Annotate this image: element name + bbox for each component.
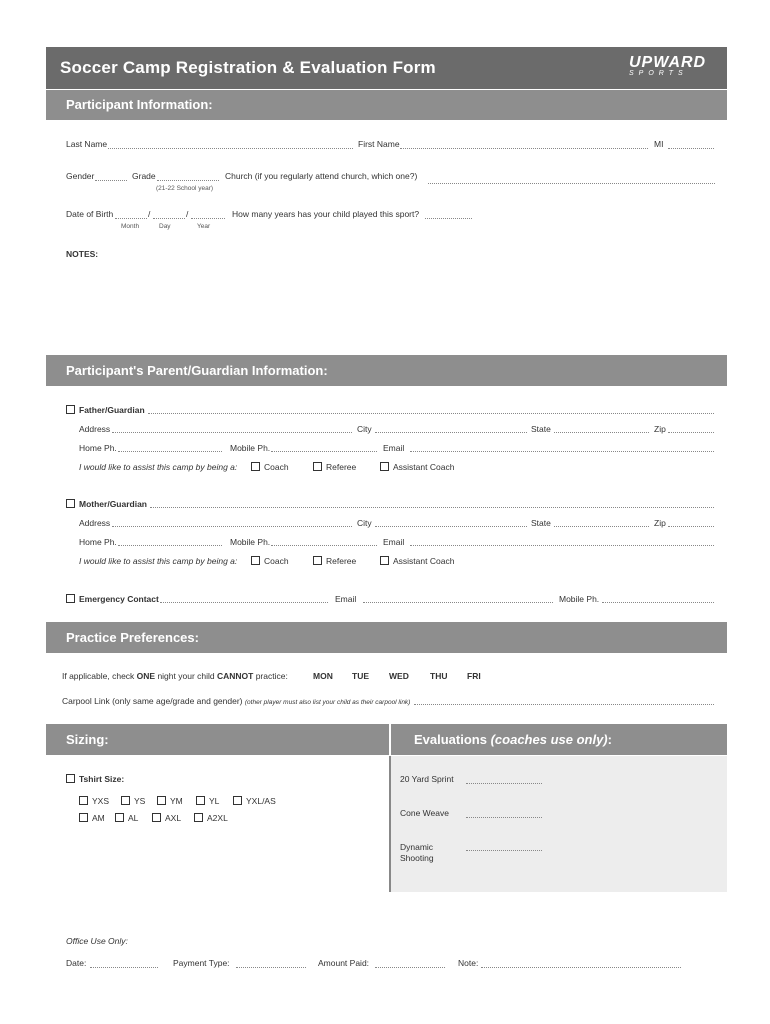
- checkbox-icon[interactable]: [196, 796, 205, 805]
- notes-label: NOTES:: [66, 249, 99, 259]
- home-phone-label: Home Ph.: [79, 443, 117, 453]
- mother-name-field[interactable]: [150, 507, 714, 508]
- city-label: City: [357, 518, 372, 528]
- assistant-coach-option[interactable]: Assistant Coach: [380, 556, 454, 566]
- sprint-field[interactable]: [466, 783, 542, 784]
- last-name-label: Last Name: [66, 139, 108, 149]
- sizing-section-header: Sizing:: [46, 724, 389, 755]
- day-mon[interactable]: MON: [313, 671, 333, 681]
- mi-field[interactable]: [668, 148, 714, 149]
- mother-city-field[interactable]: [375, 526, 527, 527]
- checkbox-icon[interactable]: [66, 774, 75, 783]
- size-ys[interactable]: YS: [121, 796, 145, 806]
- day-thu[interactable]: THU: [430, 671, 448, 681]
- zip-label: Zip: [654, 518, 666, 528]
- father-name-field[interactable]: [148, 413, 714, 414]
- address-label: Address: [79, 424, 111, 434]
- last-name-field[interactable]: [108, 148, 353, 149]
- mobile-phone-label: Mobile Ph.: [559, 594, 600, 604]
- years-played-field[interactable]: [425, 218, 472, 219]
- school-year-hint: (21-22 School year): [156, 185, 214, 192]
- coach-option[interactable]: Coach: [251, 462, 289, 472]
- emergency-contact-field[interactable]: [160, 602, 328, 603]
- email-label: Email: [383, 537, 405, 547]
- office-use-label: Office Use Only:: [66, 936, 128, 946]
- month-hint: Month: [121, 223, 140, 230]
- emergency-contact-label[interactable]: Emergency Contact: [66, 594, 159, 604]
- father-mobile-phone-field[interactable]: [271, 451, 377, 452]
- checkbox-icon[interactable]: [251, 462, 260, 471]
- checkbox-icon[interactable]: [380, 556, 389, 565]
- sprint-label: 20 Yard Sprint: [400, 774, 454, 784]
- state-label: State: [531, 424, 551, 434]
- mobile-phone-label: Mobile Ph.: [230, 443, 271, 453]
- assist-label: I would like to assist this camp by being a:: [79, 462, 238, 472]
- grade-field[interactable]: [157, 180, 219, 181]
- emergency-email-field[interactable]: [363, 602, 553, 603]
- checkbox-icon[interactable]: [313, 462, 322, 471]
- day-hint: Day: [159, 223, 171, 230]
- dob-month-field[interactable]: [115, 218, 147, 219]
- grade-label: Grade: [132, 171, 156, 181]
- checkbox-icon[interactable]: [313, 556, 322, 565]
- email-label: Email: [335, 594, 357, 604]
- payment-type-field[interactable]: [236, 967, 306, 968]
- checkbox-icon[interactable]: [66, 499, 75, 508]
- checkbox-icon[interactable]: [251, 556, 260, 565]
- office-note-label: Note:: [458, 958, 479, 968]
- size-yxl-as[interactable]: YXL/AS: [233, 796, 276, 806]
- dob-day-field[interactable]: [153, 218, 185, 219]
- checkbox-icon[interactable]: [115, 813, 124, 822]
- mi-label: MI: [654, 139, 664, 149]
- checkbox-icon[interactable]: [157, 796, 166, 805]
- emergency-mobile-field[interactable]: [602, 602, 714, 603]
- years-played-label: How many years has your child played this sport?: [232, 209, 420, 219]
- dob-year-field[interactable]: [191, 218, 225, 219]
- checkbox-icon[interactable]: [79, 813, 88, 822]
- practice-instructions: If applicable, check ONE night your child CANNOT practice:: [62, 671, 288, 681]
- checkbox-icon[interactable]: [66, 594, 75, 603]
- home-phone-label: Home Ph.: [79, 537, 117, 547]
- father-guardian-label[interactable]: Father/Guardian: [66, 405, 145, 415]
- checkbox-icon[interactable]: [66, 405, 75, 414]
- mobile-phone-label: Mobile Ph.: [230, 537, 271, 547]
- carpool-label: Carpool Link (only same age/grade and gender) (other player must also list your child as their carpool link): [62, 696, 411, 706]
- dob-slash: /: [148, 209, 151, 219]
- church-label: Church (if you regularly attend church, which one?): [225, 171, 418, 181]
- gender-field[interactable]: [95, 180, 127, 181]
- father-city-field[interactable]: [375, 432, 527, 433]
- father-zip-field[interactable]: [668, 432, 714, 433]
- day-tue[interactable]: TUE: [352, 671, 369, 681]
- size-a2xl[interactable]: A2XL: [194, 813, 228, 823]
- amount-paid-field[interactable]: [375, 967, 445, 968]
- dob-label: Date of Birth: [66, 209, 114, 219]
- father-address-field[interactable]: [112, 432, 352, 433]
- address-label: Address: [79, 518, 111, 528]
- checkbox-icon[interactable]: [233, 796, 242, 805]
- zip-label: Zip: [654, 424, 666, 434]
- mother-guardian-label[interactable]: Mother/Guardian: [66, 499, 147, 509]
- cone-weave-field[interactable]: [466, 817, 542, 818]
- guardian-section-header: Participant's Parent/Guardian Information:: [46, 355, 727, 386]
- referee-option[interactable]: Referee: [313, 556, 356, 566]
- size-am[interactable]: AM: [79, 813, 105, 823]
- city-label: City: [357, 424, 372, 434]
- practice-section-header: Practice Preferences:: [46, 622, 727, 653]
- mother-email-field[interactable]: [410, 545, 714, 546]
- size-yl[interactable]: YL: [196, 796, 219, 806]
- referee-option[interactable]: Referee: [313, 462, 356, 472]
- size-yxs[interactable]: YXS: [79, 796, 109, 806]
- dynamic-shooting-field[interactable]: [466, 850, 542, 851]
- mother-home-phone-field[interactable]: [118, 545, 222, 546]
- cone-weave-label: Cone Weave: [400, 808, 449, 818]
- mother-zip-field[interactable]: [668, 526, 714, 527]
- gender-label: Gender: [66, 171, 95, 181]
- first-name-label: First Name: [358, 139, 400, 149]
- father-state-field[interactable]: [554, 432, 649, 433]
- office-date-label: Date:: [66, 958, 87, 968]
- participant-section-header: Participant Information:: [46, 90, 727, 120]
- year-hint: Year: [197, 223, 211, 230]
- upward-sports-logo: [629, 54, 709, 82]
- carpool-field[interactable]: [414, 704, 714, 705]
- amount-paid-label: Amount Paid:: [318, 958, 370, 968]
- checkbox-icon[interactable]: [121, 796, 130, 805]
- mother-address-field[interactable]: [112, 526, 352, 527]
- father-email-field[interactable]: [410, 451, 714, 452]
- title-bar: [46, 47, 727, 89]
- checkbox-icon[interactable]: [194, 813, 203, 822]
- dynamic-label: Dynamic: [400, 842, 434, 852]
- dob-slash: /: [186, 209, 189, 219]
- coach-option[interactable]: Coach: [251, 556, 289, 566]
- tshirt-size-label: Tshirt Size:: [66, 774, 124, 784]
- day-fri[interactable]: FRI: [467, 671, 481, 681]
- checkbox-icon[interactable]: [79, 796, 88, 805]
- email-label: Email: [383, 443, 405, 453]
- office-note-field[interactable]: [481, 967, 681, 968]
- logo-text: UPWARD: [629, 54, 707, 71]
- mother-mobile-phone-field[interactable]: [271, 545, 377, 546]
- checkbox-icon[interactable]: [380, 462, 389, 471]
- form-title: Soccer Camp Registration & Evaluation Form: [60, 58, 436, 77]
- payment-type-label: Payment Type:: [173, 958, 230, 968]
- logo-subtext: SPORTS: [629, 70, 688, 77]
- evaluations-section-header: Evaluations (coaches use only):: [389, 724, 727, 755]
- assistant-coach-option[interactable]: Assistant Coach: [380, 462, 454, 472]
- father-home-phone-field[interactable]: [118, 451, 222, 452]
- shooting-label: Shooting: [400, 853, 434, 863]
- size-al[interactable]: AL: [115, 813, 138, 823]
- state-label: State: [531, 518, 551, 528]
- day-wed[interactable]: WED: [389, 671, 409, 681]
- church-field[interactable]: [428, 183, 715, 184]
- size-ym[interactable]: YM: [157, 796, 183, 806]
- office-date-field[interactable]: [90, 967, 158, 968]
- checkbox-icon[interactable]: [152, 813, 161, 822]
- mother-state-field[interactable]: [554, 526, 649, 527]
- assist-label: I would like to assist this camp by being a:: [79, 556, 238, 566]
- first-name-field[interactable]: [400, 148, 648, 149]
- size-axl[interactable]: AXL: [152, 813, 181, 823]
